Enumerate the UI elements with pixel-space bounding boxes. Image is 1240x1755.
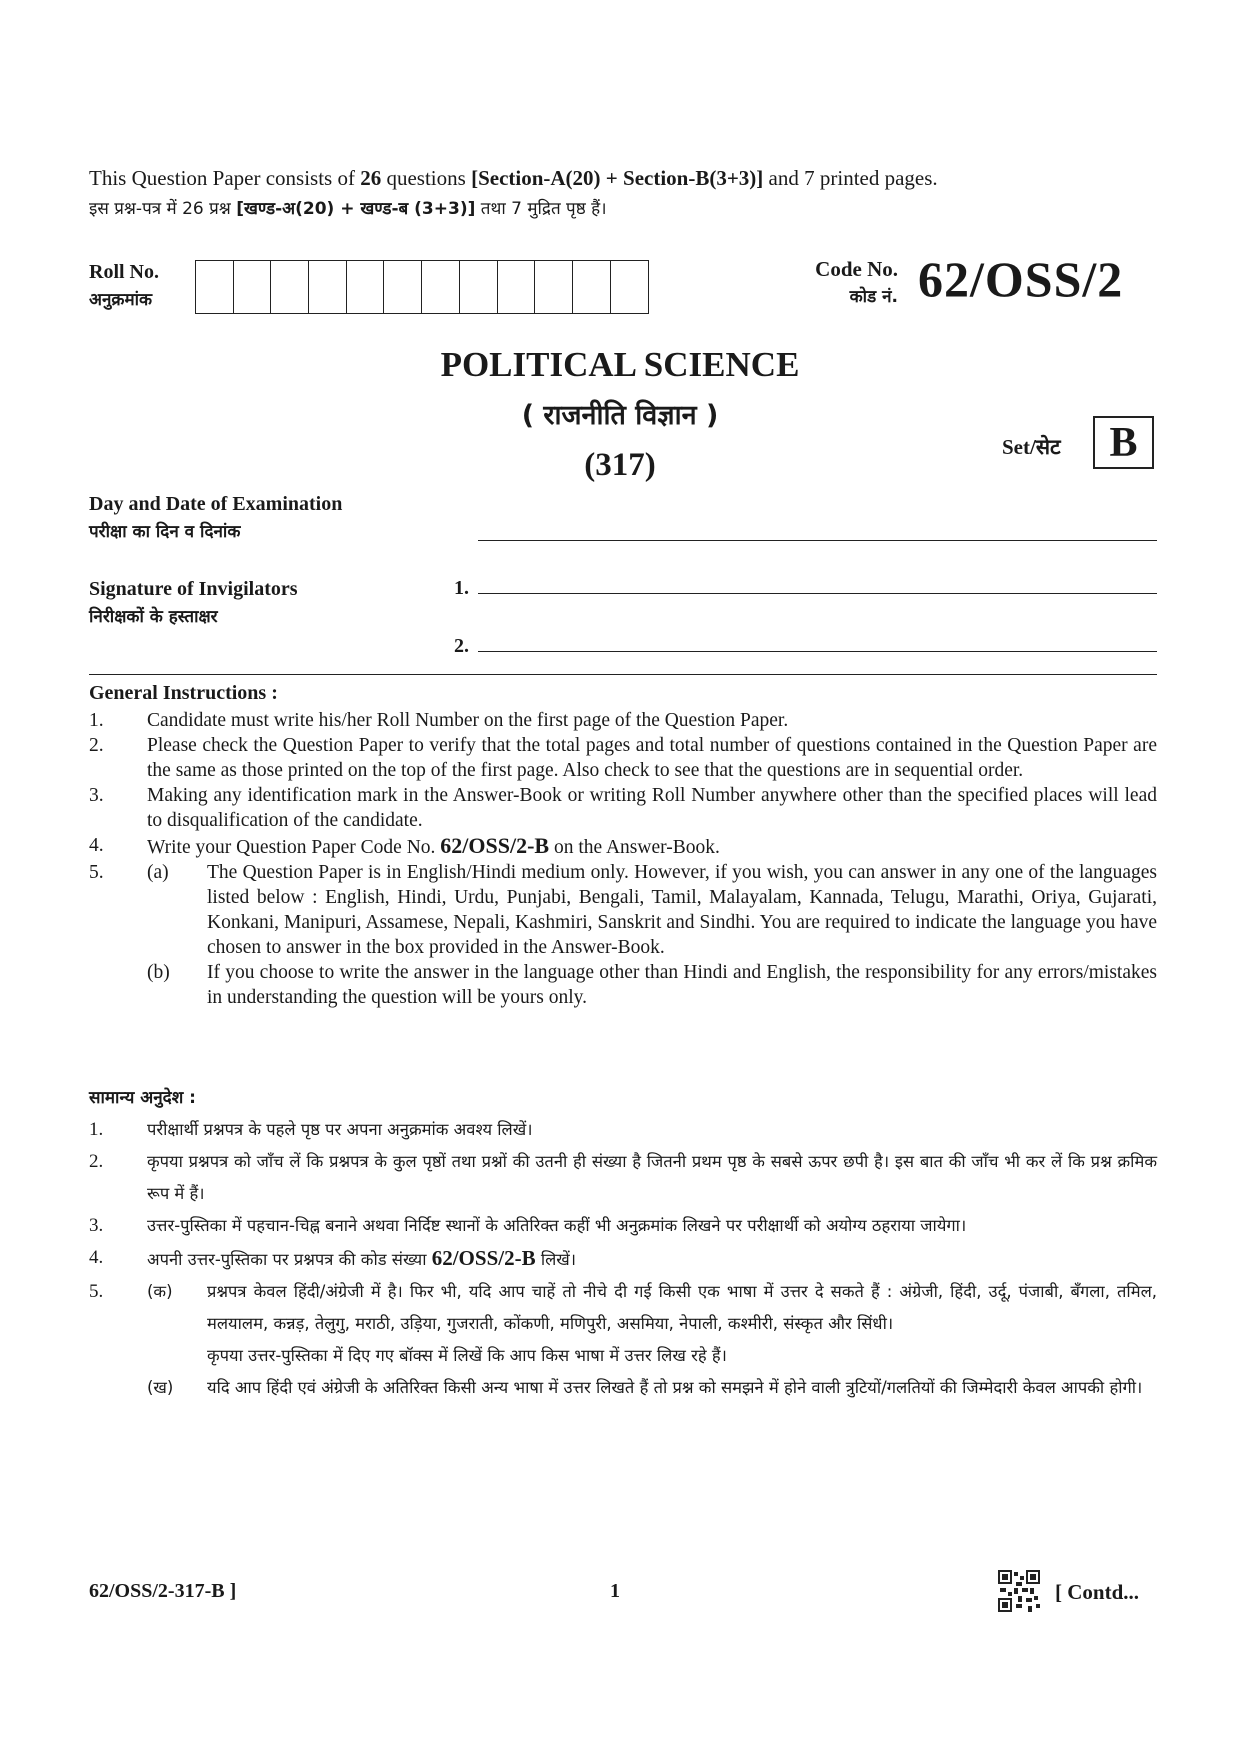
subitem-tag: (a) [147, 862, 169, 883]
instruction-item [89, 1114, 1157, 1146]
roll-digit-box[interactable] [422, 261, 460, 313]
info-text: इस प्रश्न-पत्र में 26 प्रश्न [89, 199, 237, 219]
item-number: 5. [89, 862, 104, 883]
info-text: and 7 printed pages. [763, 166, 938, 190]
item-number: 3. [89, 1215, 104, 1236]
item-number: 1. [89, 710, 104, 731]
invigilator-label [89, 575, 298, 631]
item-code: 62/OSS/2-B [440, 833, 550, 858]
info-text: questions [381, 166, 472, 190]
qr-code-icon [998, 1570, 1040, 1612]
roll-digit-box[interactable] [234, 261, 272, 313]
invigilator-number: 2. [454, 635, 469, 657]
subitem-text: The Question Paper is in English/Hindi medium only. However, if you wish, you can answer in any one of the languages listed below : English, Hindi, Urdu, Punjabi, Bengali, Tamil, Malayalam, Kannada, Telugu, Marathi, Oriya, Gujarati, Konkani, Manipuri, Assamese, Nepali, Kashmiri, Sanskrit and Sindhi. You are required to indicate the language you have chosen to answer in the box provided in the Answer-Book. [207, 862, 1157, 958]
roll-digit-box[interactable] [271, 261, 309, 313]
invigilator-label-en: Signature of Invigilators [89, 578, 298, 600]
instruction-item [89, 783, 1157, 833]
item-text: Please check the Question Paper to verify that the total pages and total number of questions contained in the Question Paper are the same as those printed on the top of the first page. Also check to see that the questions are in sequential order. [147, 735, 1157, 781]
item-text: परीक्षार्थी प्रश्नपत्र के पहले पृष्ठ पर अपना अनुक्रमांक अवश्य लिखें। [147, 1120, 533, 1139]
subitem-body [207, 1276, 1157, 1372]
item-text [147, 1242, 1157, 1276]
page-number: 1 [610, 1580, 620, 1602]
paper-info-english [89, 166, 938, 191]
invigilator-signature-2[interactable] [478, 651, 1157, 652]
subitem [147, 860, 1157, 960]
instruction-item [89, 1146, 1157, 1210]
item-number: 1. [89, 1119, 104, 1140]
roll-digit-box[interactable] [347, 261, 385, 313]
item-code: 62/OSS/2-B [431, 1246, 536, 1270]
exam-date-label [89, 490, 342, 546]
subitem-tag: (b) [147, 962, 170, 983]
instruction-item [89, 708, 1157, 733]
roll-digit-box[interactable] [573, 261, 611, 313]
item-number: 4. [89, 1247, 104, 1268]
set-value-box: B [1093, 416, 1154, 469]
item-subitems [147, 1276, 1157, 1404]
roll-label-hi: अनुक्रमांक [89, 290, 153, 310]
divider [89, 674, 1157, 675]
roll-number-boxes[interactable] [195, 260, 649, 314]
invigilator-signature-1[interactable] [478, 593, 1157, 594]
info-text: तथा 7 मुद्रित पृष्ठ हैं। [475, 199, 607, 219]
item-text: Candidate must write his/her Roll Number on the first page of the Question Paper. [147, 710, 789, 731]
exam-date-label-en: Day and Date of Examination [89, 493, 343, 515]
instruction-item [89, 1276, 1157, 1404]
info-text: This Question Paper consists of [89, 166, 361, 190]
instruction-item [89, 1210, 1157, 1242]
footer-code: 62/OSS/2-317-B ] [89, 1580, 237, 1602]
info-sections: [Section-A(20) + Section-B(3+3)] [471, 166, 764, 190]
instructions-hi [89, 1114, 1157, 1404]
code-label-hi: कोड नं. [849, 287, 898, 307]
roll-digit-box[interactable] [535, 261, 573, 313]
subitem-tag: (क) [147, 1282, 173, 1301]
subitem [147, 1372, 1157, 1404]
roll-digit-box[interactable] [498, 261, 536, 313]
instruction-item [89, 1242, 1157, 1276]
roll-digit-box[interactable] [460, 261, 498, 313]
subitem [147, 960, 1157, 1010]
subitem-tag: (ख) [147, 1378, 174, 1397]
item-text-part: on the Answer-Book. [549, 837, 720, 858]
exam-date-field[interactable] [478, 540, 1157, 541]
invigilator-label-hi: निरीक्षकों के हस्ताक्षर [89, 607, 218, 627]
subject-title: POLITICAL SCIENCE [440, 345, 800, 384]
item-number: 3. [89, 785, 104, 806]
roll-digit-box[interactable] [309, 261, 347, 313]
invigilator-number: 1. [454, 577, 469, 599]
code-label [780, 255, 898, 311]
item-text-part: Write your Question Paper Code No. [147, 837, 441, 858]
subject-title-hindi: ( राजनीति विज्ञान ) [521, 400, 719, 431]
exam-date-label-hi: परीक्षा का दिन व दिनांक [89, 522, 241, 542]
subitem-text: कृपया उत्तर-पुस्तिका में दिए गए बॉक्स में लिखें कि आप किस भाषा में उत्तर लिख रहे हैं। [207, 1346, 727, 1365]
roll-digit-box[interactable] [196, 261, 234, 313]
item-number: 2. [89, 735, 104, 756]
item-number: 5. [89, 1281, 104, 1302]
roll-number-label [89, 258, 159, 314]
code-number: 62/OSS/2 [918, 251, 1124, 307]
item-text: उत्तर-पुस्तिका में पहचान-चिह्न बनाने अथवा निर्दिष्ट स्थानों के अतिरिक्त कहीं भी अनुक्रमांक लिखने पर परीक्षार्थी को अयोग्य ठहराया जायेगा। [147, 1216, 967, 1235]
code-label-en: Code No. [815, 257, 898, 281]
general-instructions-heading: General Instructions : [89, 682, 278, 704]
subitem-text: If you choose to write the answer in the language other than Hindi and English, the responsibility for any errors/mistakes in understanding the question will be yours only. [207, 962, 1157, 1008]
instruction-item [89, 833, 1157, 860]
general-instructions-heading-hindi: सामान्य अनुदेश : [89, 1088, 196, 1108]
item-text: कृपया प्रश्नपत्र को जाँच लें कि प्रश्नपत्र के कुल पृष्ठों तथा प्रश्नों की उतनी ही संख्या है जितनी प्रथम पृष्ठ के सबसे ऊपर छपी है। इस बात की जाँच भी कर लें कि प्रश्न क्रमिक रूप में हैं। [147, 1152, 1157, 1203]
item-number: 4. [89, 835, 104, 856]
subject-code: (317) [584, 447, 656, 483]
info-count: 26 [360, 166, 382, 190]
item-text: Making any identification mark in the Answer-Book or writing Roll Number anywhere other than the specified places will lead to disqualification of the candidate. [147, 785, 1157, 831]
continued-label: [ Contd... [1055, 1580, 1140, 1604]
roll-label-en: Roll No. [89, 261, 159, 283]
set-label: Set/सेट [1002, 435, 1061, 459]
instructions-en [89, 708, 1157, 1010]
instruction-item [89, 860, 1157, 1010]
roll-digit-box[interactable] [611, 261, 649, 313]
item-text-part: अपनी उत्तर-पुस्तिका पर प्रश्नपत्र की कोड संख्या [147, 1250, 432, 1269]
item-text [147, 833, 1157, 860]
paper-info-hindi [89, 197, 607, 221]
item-number: 2. [89, 1151, 104, 1172]
subitem-text: प्रश्नपत्र केवल हिंदी/अंग्रेजी में है। फिर भी, यदि आप चाहें तो नीचे दी गई किसी एक भाषा में उत्तर दे सकते हैं : अंग्रेजी, हिंदी, उर्दू, पंजाबी, बँगला, तमिल, मलयालम, कन्नड़, तेलुगु, मराठी, उड़िया, गुजराती, कोंकणी, मणिपुरी, असमिया, नेपाली, कश्मीरी, संस्कृत और सिंधी। [207, 1282, 1157, 1333]
roll-digit-box[interactable] [384, 261, 422, 313]
subitem-text: यदि आप हिंदी एवं अंग्रेजी के अतिरिक्त किसी अन्य भाषा में उत्तर लिखते हैं तो प्रश्न को समझने में होने वाली त्रुटियों/गलतियों की जिम्मेदारी केवल आपकी होगी। [207, 1378, 1143, 1397]
item-text-part: लिखें। [535, 1250, 577, 1269]
subitem [147, 1276, 1157, 1372]
instruction-item [89, 733, 1157, 783]
info-sections: [खण्ड-अ(20) + खण्ड-ब (3+3)] [236, 199, 476, 219]
item-subitems [147, 860, 1157, 1010]
